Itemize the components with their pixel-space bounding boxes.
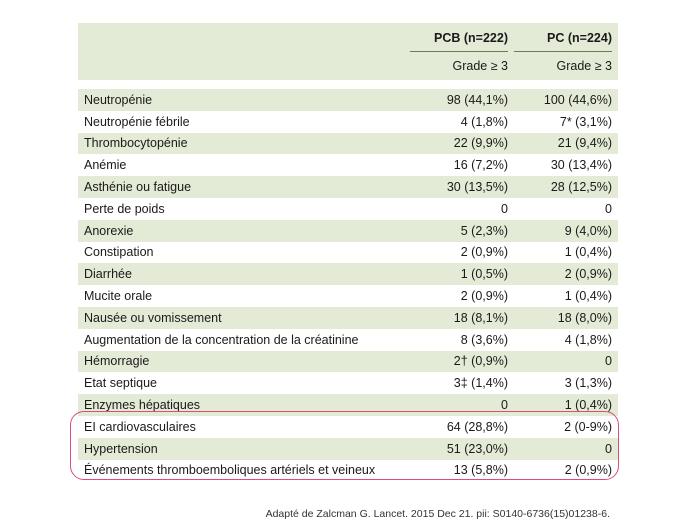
cell-pc: 0 xyxy=(514,351,618,373)
cell-pc: 2 (0-9%) xyxy=(564,419,612,434)
cell-pc: 1 (0,4%) xyxy=(564,289,612,304)
cell-pcb: 22 (9,9%) xyxy=(410,133,514,155)
cell-pc: 0 xyxy=(514,438,618,460)
cell-pc: 30 (13,4%) xyxy=(550,158,612,173)
subheader-pc: Grade ≥ 3 xyxy=(514,52,618,80)
adverse-events-table-container xyxy=(78,23,618,481)
subheader-row xyxy=(78,52,618,80)
row-label: Anémie xyxy=(84,158,127,173)
cell-pc: 28 (12,5%) xyxy=(514,176,618,198)
table-row xyxy=(78,176,618,198)
row-label: Constipation xyxy=(84,245,154,260)
cell-pc: 4 (1,8%) xyxy=(564,332,612,347)
cell-pc: 3 (1,3%) xyxy=(564,376,612,391)
table-row xyxy=(78,263,618,285)
row-label: EI cardiovasculaires xyxy=(84,419,196,434)
cell-pc: 0 xyxy=(605,201,612,216)
cell-pcb: 13 (5,8%) xyxy=(453,463,508,478)
cell-pcb: 30 (13,5%) xyxy=(410,176,514,198)
table-row xyxy=(78,154,618,176)
row-label: Événements thromboemboliques artériels et veineux xyxy=(84,463,376,478)
table-row xyxy=(78,329,618,351)
subheader-pcb: Grade ≥ 3 xyxy=(410,52,514,80)
row-label: Diarrhée xyxy=(78,263,410,285)
table-row xyxy=(78,220,618,242)
table-row xyxy=(78,351,618,373)
cell-pcb: 51 (23,0%) xyxy=(410,438,514,460)
cell-pcb: 2† (0,9%) xyxy=(410,351,514,373)
cell-pcb: 3‡ (1,4%) xyxy=(453,376,508,391)
cell-pcb: 1 (0,5%) xyxy=(410,263,514,285)
table-row xyxy=(78,438,618,460)
cell-pc: 1 (0,4%) xyxy=(514,394,618,416)
adverse-events-table xyxy=(78,23,618,481)
cell-pcb: 5 (2,3%) xyxy=(410,220,514,242)
row-label: Thrombocytopénie xyxy=(78,133,410,155)
source-footnote: Adapté de Zalcman G. Lancet. 2015 Dec 21. pii: S0140-6736(15)01238-6. xyxy=(265,508,610,520)
row-label: Enzymes hépatiques xyxy=(78,394,410,416)
table-row xyxy=(78,416,618,438)
row-label: Augmentation de la concentration de la créatinine xyxy=(84,332,359,347)
cell-pc: 2 (0,9%) xyxy=(514,263,618,285)
cell-pcb: 64 (28,8%) xyxy=(446,419,508,434)
cell-pcb: 2 (0,9%) xyxy=(460,289,508,304)
cell-pcb: 0 xyxy=(410,394,514,416)
table-header xyxy=(78,23,618,89)
table-row xyxy=(78,89,618,111)
subheader-blank-cell xyxy=(78,52,410,80)
cell-pc: 7* (3,1%) xyxy=(559,114,612,129)
table-row xyxy=(78,242,618,264)
row-label: Hypertension xyxy=(78,438,410,460)
header-spacer xyxy=(78,80,618,89)
row-label: Nausée ou vomissement xyxy=(78,307,410,329)
header-pcb xyxy=(410,23,514,52)
cell-pcb: 98 (44,1%) xyxy=(410,89,514,111)
cell-pc: 100 (44,6%) xyxy=(514,89,618,111)
cell-pc: 21 (9,4%) xyxy=(514,133,618,155)
header-blank-cell xyxy=(78,23,410,52)
cell-pc: 2 (0,9%) xyxy=(564,463,612,478)
header-pc xyxy=(514,23,618,52)
table-row xyxy=(78,285,618,307)
header-pc-label: PC (n=224) xyxy=(514,31,612,52)
header-row xyxy=(78,23,618,52)
cell-pcb: 18 (8,1%) xyxy=(410,307,514,329)
table-row xyxy=(78,111,618,133)
cell-pc: 1 (0,4%) xyxy=(564,245,612,260)
row-label: Neutropénie xyxy=(78,89,410,111)
table-row xyxy=(78,307,618,329)
row-label: Perte de poids xyxy=(84,201,165,216)
row-label: Asthénie ou fatigue xyxy=(78,176,410,198)
table-row xyxy=(78,372,618,394)
cell-pcb: 8 (3,6%) xyxy=(460,332,508,347)
cell-pc: 9 (4,0%) xyxy=(514,220,618,242)
cell-pcb: 4 (1,8%) xyxy=(460,114,508,129)
row-label: Mucite orale xyxy=(84,289,153,304)
row-label: Anorexie xyxy=(78,220,410,242)
table-row xyxy=(78,460,618,482)
table-row xyxy=(78,133,618,155)
header-pcb-label: PCB (n=222) xyxy=(410,31,508,52)
row-label: Etat septique xyxy=(84,376,157,391)
cell-pcb: 0 xyxy=(501,201,508,216)
table-row xyxy=(78,198,618,220)
table-body xyxy=(78,89,618,481)
row-label: Hémorragie xyxy=(78,351,410,373)
cell-pcb: 16 (7,2%) xyxy=(453,158,508,173)
table-row xyxy=(78,394,618,416)
cell-pc: 18 (8,0%) xyxy=(514,307,618,329)
row-label: Neutropénie fébrile xyxy=(84,114,190,129)
cell-pcb: 2 (0,9%) xyxy=(460,245,508,260)
